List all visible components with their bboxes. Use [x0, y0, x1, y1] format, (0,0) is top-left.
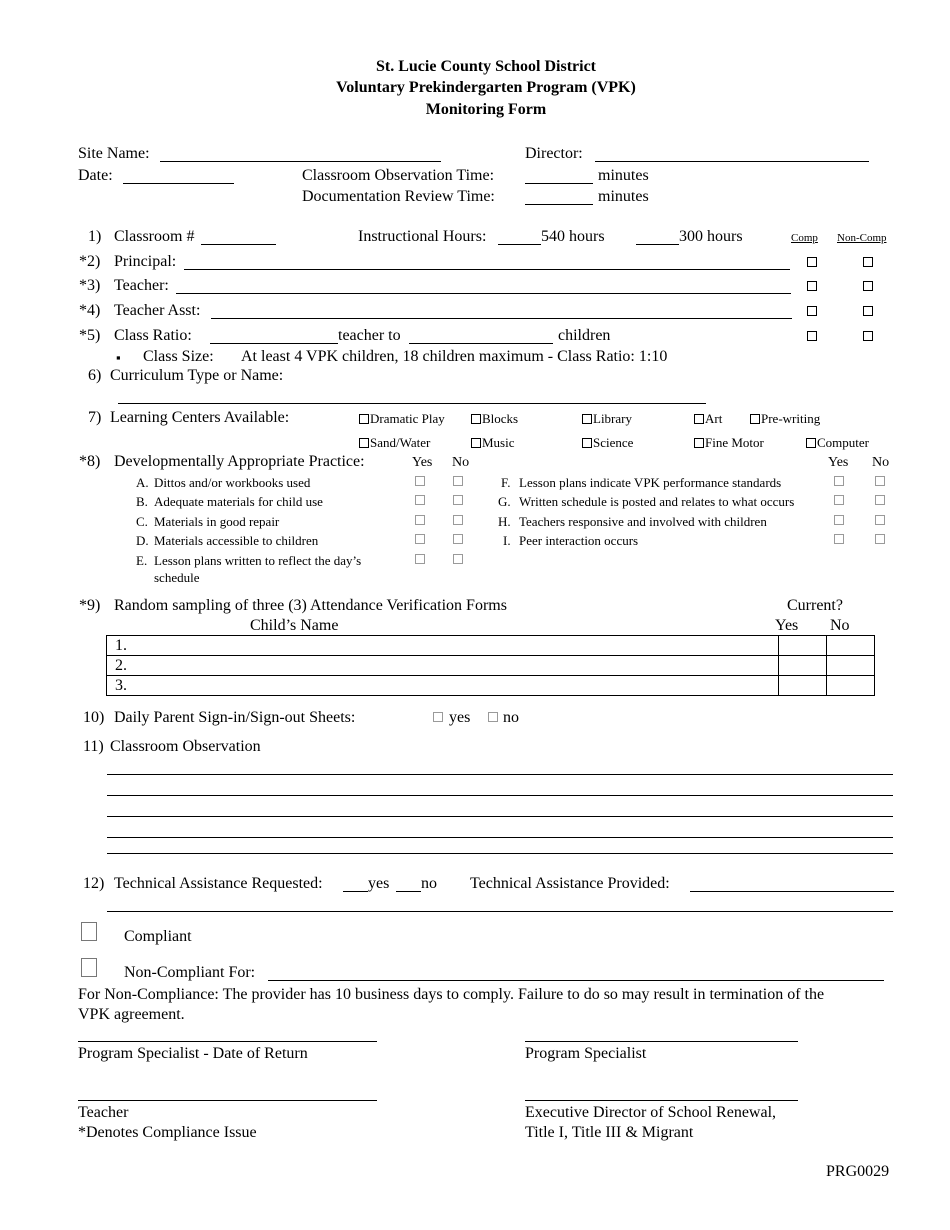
class-ratio-teacher-to: teacher to — [338, 327, 401, 344]
teacher-signature-line[interactable] — [78, 1100, 377, 1101]
ta-requested-no-blank[interactable] — [396, 891, 421, 892]
observation-minutes-label: minutes — [598, 167, 649, 184]
site-name-field[interactable] — [160, 161, 441, 162]
doc-review-time-field[interactable] — [525, 204, 593, 205]
center-music-checkbox[interactable] — [471, 438, 481, 448]
teacher-asst-label: Teacher Asst: — [114, 302, 201, 319]
dap-a-letter: A. — [136, 475, 149, 490]
noncompliance-note-line-2: VPK agreement. — [78, 1006, 185, 1023]
date-field[interactable] — [123, 183, 234, 184]
center-fine-motor-checkbox[interactable] — [694, 438, 704, 448]
director-label: Director: — [525, 145, 583, 162]
observation-line-2[interactable] — [107, 795, 893, 796]
teacher-comp-checkbox[interactable] — [807, 281, 817, 291]
observation-time-field[interactable] — [525, 183, 593, 184]
principal-noncomp-checkbox[interactable] — [863, 257, 873, 267]
attendance-row-1-name[interactable]: 1. — [107, 636, 779, 656]
exec-director-signature-line[interactable] — [525, 1100, 798, 1101]
center-music-label: Music — [482, 435, 515, 450]
header-district: St. Lucie County School District — [376, 58, 596, 75]
dap-g-letter: G. — [498, 494, 511, 509]
dap-b-letter: B. — [136, 494, 148, 509]
dap-c-yes-checkbox[interactable] — [415, 515, 425, 525]
center-library-label: Library — [593, 411, 632, 426]
center-blocks-checkbox[interactable] — [471, 414, 481, 424]
center-science-label: Science — [593, 435, 634, 450]
center-dramatic-play-checkbox[interactable] — [359, 414, 369, 424]
dap-d-yes-checkbox[interactable] — [415, 534, 425, 544]
ps-label: Program Specialist — [525, 1045, 647, 1062]
instructional-hours-label: Instructional Hours: — [358, 228, 487, 245]
item-9-number: *9) — [79, 597, 101, 614]
class-ratio-noncomp-checkbox[interactable] — [863, 331, 873, 341]
observation-line-4[interactable] — [107, 837, 893, 838]
dap-right-yes-header: Yes — [828, 455, 849, 470]
dap-f-yes-checkbox[interactable] — [834, 476, 844, 486]
header-form-title: Monitoring Form — [425, 101, 547, 118]
center-sand-water-checkbox[interactable] — [359, 438, 369, 448]
center-science-checkbox[interactable] — [582, 438, 592, 448]
dap-b-no-checkbox[interactable] — [453, 495, 463, 505]
ta-provided-field[interactable] — [690, 891, 894, 892]
form-code: PRG0029 — [826, 1163, 890, 1180]
item-10-number: 10) — [83, 709, 105, 726]
dap-g-no-checkbox[interactable] — [875, 495, 885, 505]
class-ratio-teacher-field[interactable] — [210, 343, 338, 344]
ta-requested-yes-label: yes — [368, 875, 390, 892]
class-ratio-label: Class Ratio: — [114, 327, 192, 344]
dap-d-text: Materials accessible to children — [154, 533, 319, 548]
attendance-row-3-no[interactable] — [827, 676, 875, 696]
dap-c-text: Materials in good repair — [154, 514, 280, 529]
center-sand-water-label: Sand/Water — [370, 435, 431, 450]
principal-label: Principal: — [114, 253, 177, 270]
classroom-number-label: Classroom # — [114, 228, 195, 245]
attendance-current-header: Current? — [787, 597, 843, 614]
dap-left-yes-header: Yes — [412, 455, 433, 470]
item-2-number: *2) — [79, 253, 101, 270]
dap-label: Developmentally Appropriate Practice: — [114, 453, 365, 470]
principal-field[interactable] — [184, 269, 790, 270]
center-fine-motor-label: Fine Motor — [705, 435, 764, 450]
hours-300-blank[interactable] — [636, 244, 679, 245]
exec-director-titles: Title I, Title III & Migrant — [525, 1124, 694, 1141]
item-3-number: *3) — [79, 277, 101, 294]
header-program: Voluntary Prekindergarten Program (VPK) — [336, 79, 636, 96]
item-8-number: *8) — [79, 453, 101, 470]
compliant-label: Compliant — [124, 928, 192, 945]
class-ratio-comp-checkbox[interactable] — [807, 331, 817, 341]
ps-signature-line[interactable] — [525, 1041, 798, 1042]
attendance-row-3-yes[interactable] — [779, 676, 827, 696]
dap-a-no-checkbox[interactable] — [453, 476, 463, 486]
table-row — [107, 656, 875, 676]
noncompliant-label: Non-Compliant For: — [124, 964, 256, 981]
dap-e-letter: E. — [136, 553, 148, 568]
item-11-number: 11) — [83, 738, 104, 755]
signin-label: Daily Parent Sign-in/Sign-out Sheets: — [114, 709, 356, 726]
item-4-number: *4) — [79, 302, 101, 319]
attendance-row-2-no[interactable] — [827, 656, 875, 676]
observation-line-1[interactable] — [107, 774, 893, 775]
dap-right-no-header: No — [872, 455, 890, 470]
dap-g-yes-checkbox[interactable] — [834, 495, 844, 505]
attendance-label: Random sampling of three (3) Attendance Verification Forms — [114, 597, 507, 614]
dap-f-letter: F. — [501, 475, 511, 490]
dap-g-text: Written schedule is posted and relates to what occurs — [519, 494, 795, 509]
dap-e-text-continued: schedule — [154, 570, 200, 585]
center-art-label: Art — [705, 411, 723, 426]
center-pre-writing-checkbox[interactable] — [750, 414, 760, 424]
compliant-checkbox[interactable] — [81, 922, 97, 941]
center-library-checkbox[interactable] — [582, 414, 592, 424]
dap-a-yes-checkbox[interactable] — [415, 476, 425, 486]
dap-f-no-checkbox[interactable] — [875, 476, 885, 486]
dap-c-no-checkbox[interactable] — [453, 515, 463, 525]
class-size-bullet: ▪ — [116, 350, 121, 365]
observation-label: Classroom Observation — [110, 738, 261, 755]
hours-540-blank[interactable] — [498, 244, 541, 245]
ta-requested-label: Technical Assistance Requested: — [114, 875, 323, 892]
director-field[interactable] — [595, 161, 869, 162]
doc-review-minutes-label: minutes — [598, 188, 649, 205]
dap-b-yes-checkbox[interactable] — [415, 495, 425, 505]
attendance-table — [106, 635, 875, 696]
noncomp-column-header: Non-Comp — [837, 232, 887, 244]
date-label: Date: — [78, 167, 113, 184]
principal-comp-checkbox[interactable] — [807, 257, 817, 267]
class-size-detail: At least 4 VPK children, 18 children maximum - Class Ratio: 1:10 — [241, 348, 668, 365]
dap-i-text: Peer interaction occurs — [519, 533, 639, 548]
item-5-number: *5) — [79, 327, 101, 344]
doc-review-time-label: Documentation Review Time: — [302, 188, 495, 205]
attendance-row-1-yes[interactable] — [779, 636, 827, 656]
dap-c-letter: C. — [136, 514, 148, 529]
compliance-issue-footnote: *Denotes Compliance Issue — [78, 1124, 257, 1141]
exec-director-label: Executive Director of School Renewal, — [525, 1104, 777, 1121]
dap-e-no-checkbox[interactable] — [453, 554, 463, 564]
noncompliant-checkbox[interactable] — [81, 958, 97, 977]
attendance-no-header: No — [830, 617, 850, 634]
class-ratio-children-field[interactable] — [409, 343, 553, 344]
dap-a-text: Dittos and/or workbooks used — [154, 475, 311, 490]
table-row — [107, 676, 875, 696]
noncompliant-field[interactable] — [268, 980, 884, 981]
class-ratio-children-label: children — [558, 327, 611, 344]
ta-requested-no-label: no — [421, 875, 437, 892]
dap-h-no-checkbox[interactable] — [875, 515, 885, 525]
curriculum-label: Curriculum Type or Name: — [110, 367, 284, 384]
dap-i-no-checkbox[interactable] — [875, 534, 885, 544]
curriculum-field[interactable] — [118, 403, 706, 404]
item-7-number: 7) — [88, 409, 102, 426]
teacher-asst-field[interactable] — [211, 318, 792, 319]
attendance-row-1-no[interactable] — [827, 636, 875, 656]
attendance-child-name-header: Child’s Name — [250, 617, 339, 634]
observation-line-5[interactable] — [107, 853, 893, 854]
center-computer-checkbox[interactable] — [806, 438, 816, 448]
ta-provided-label: Technical Assistance Provided: — [470, 875, 670, 892]
center-blocks-label: Blocks — [482, 411, 519, 426]
dap-left-no-header: No — [452, 455, 470, 470]
teacher-label: Teacher: — [114, 277, 169, 294]
center-dramatic-play-label: Dramatic Play — [370, 411, 445, 426]
observation-time-label: Classroom Observation Time: — [302, 167, 495, 184]
ta-requested-yes-blank[interactable] — [343, 891, 368, 892]
learning-centers-label: Learning Centers Available: — [110, 409, 290, 426]
signin-yes-label: yes — [449, 709, 471, 726]
classroom-number-field[interactable] — [201, 244, 276, 245]
dap-b-text: Adequate materials for child use — [154, 494, 323, 509]
signin-no-label: no — [503, 709, 519, 726]
center-computer-label: Computer — [817, 435, 869, 450]
item-12-number: 12) — [83, 875, 105, 892]
dap-d-no-checkbox[interactable] — [453, 534, 463, 544]
attendance-row-2-name[interactable]: 2. — [107, 656, 779, 676]
noncompliance-note-line-1: For Non-Compliance: The provider has 10 business days to comply. Failure to do so may result in termination of the — [78, 986, 825, 1003]
ps-date-signature-line[interactable] — [78, 1041, 377, 1042]
hours-300-label: 300 hours — [679, 228, 743, 245]
dap-i-yes-checkbox[interactable] — [834, 534, 844, 544]
table-row — [107, 636, 875, 656]
attendance-row-3-name[interactable]: 3. — [107, 676, 779, 696]
dap-e-yes-checkbox[interactable] — [415, 554, 425, 564]
class-size-label: Class Size: — [143, 348, 214, 365]
teacher-signature-label: Teacher — [78, 1104, 129, 1121]
dap-f-text: Lesson plans indicate VPK performance standards — [519, 475, 782, 490]
dap-e-text: Lesson plans written to reflect the day’s — [154, 553, 362, 568]
signin-no-checkbox[interactable] — [488, 712, 498, 722]
dap-d-letter: D. — [136, 533, 149, 548]
signin-yes-checkbox[interactable] — [433, 712, 443, 722]
site-name-label: Site Name: — [78, 145, 150, 162]
dap-h-letter: H. — [498, 514, 511, 529]
hours-540-label: 540 hours — [541, 228, 605, 245]
dap-h-text: Teachers responsive and involved with children — [519, 514, 767, 529]
center-pre-writing-label: Pre-writing — [761, 411, 821, 426]
observation-line-3[interactable] — [107, 816, 893, 817]
dap-i-letter: I. — [503, 533, 511, 548]
teacher-asst-noncomp-checkbox[interactable] — [863, 306, 873, 316]
ta-provided-line-2[interactable] — [107, 911, 893, 912]
attendance-yes-header: Yes — [775, 617, 799, 634]
item-1-number: 1) — [88, 228, 102, 245]
dap-h-yes-checkbox[interactable] — [834, 515, 844, 525]
comp-column-header: Comp — [791, 232, 818, 244]
teacher-asst-comp-checkbox[interactable] — [807, 306, 817, 316]
teacher-field[interactable] — [176, 293, 791, 294]
item-6-number: 6) — [88, 367, 102, 384]
attendance-row-2-yes[interactable] — [779, 656, 827, 676]
ps-date-label: Program Specialist - Date of Return — [78, 1045, 308, 1062]
center-art-checkbox[interactable] — [694, 414, 704, 424]
teacher-noncomp-checkbox[interactable] — [863, 281, 873, 291]
